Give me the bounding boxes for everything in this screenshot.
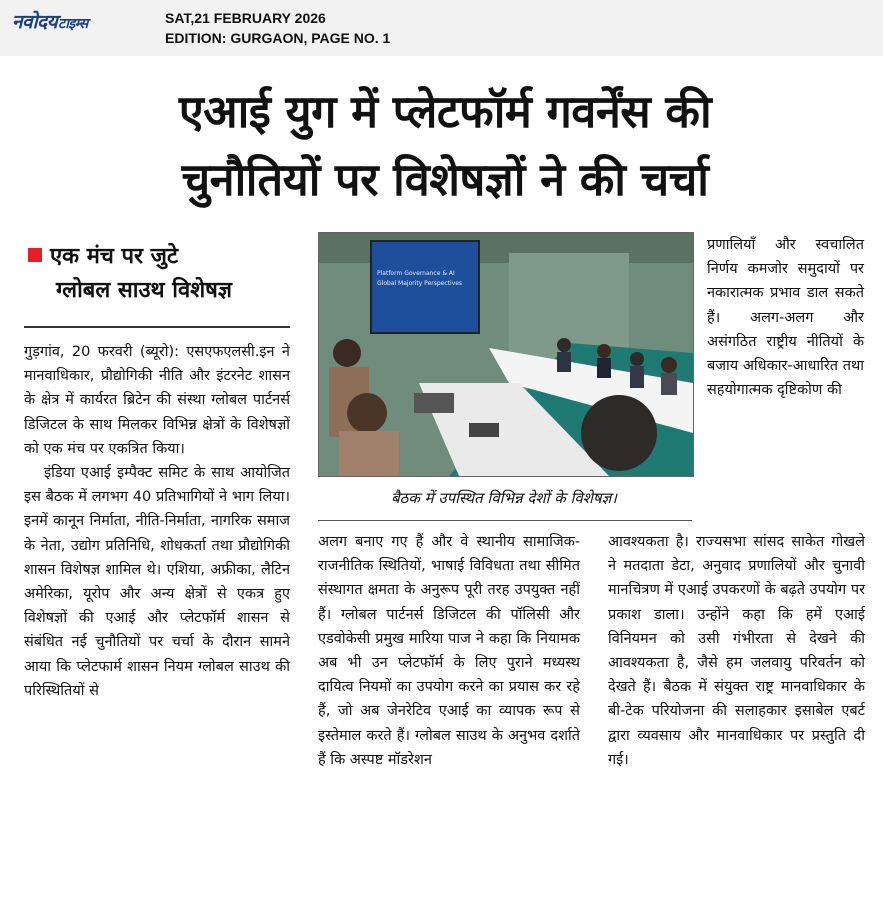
presentation-slide-text-2: Global Majority Perspectives: [377, 280, 463, 287]
article-column-2: [318, 530, 580, 772]
headline: [20, 78, 870, 214]
brand-sub: टाइम्स: [58, 16, 88, 32]
presentation-slide-text: Platform Governance & AI: [377, 270, 455, 277]
caption-divider: [318, 520, 692, 521]
issue-date: SAT,21 FEBRUARY 2026: [165, 10, 326, 26]
headline-line-1: एआई युग में प्लेटफॉर्म गवर्नेंस की: [178, 85, 712, 138]
edition-page: EDITION: GURGAON, PAGE NO. 1: [165, 30, 391, 46]
conference-room-image: [319, 233, 693, 476]
brand-main: नवोदय: [12, 11, 58, 33]
paragraph-1: गुड़गांव, 20 फरवरी (ब्यूरो): एसएफएलसी.इन ने मानवाधिकार, प्रौद्योगिकी नीति और इंटरनेट शासन के क्षेत्र में कार्यरत ब्रिटेन की संस्था ग्लोबल पार्टनर्स डिजिटल के साथ मिलकर विभिन्न क्षेत्रों के विशेषज्ञों को एक मंच पर एकत्रित किया।: [24, 344, 290, 457]
paragraph-2: इंडिया एआई इम्पैक्ट समिट के साथ आयोजित इस बैठक में लगभग 40 प्रतिभागियों ने भाग लिया। इनमें कानून निर्माता, नीति-निर्माता, नागरिक समाज के नेता, उद्योग प्रतिनिधि, शोधकर्ता तथा प्रौद्योगिकी शासन विशेषज्ञ शामिल थे। एशिया, अफ्रीका, लैटिन अमेरिका, यूरोप और अन्य क्षेत्रों से एकत्र हुए विशेषज्ञों की एआई और प्लेटफॉर्म शासन से संबंधित नई चुनौतियों पर चर्चा के दौरान सामने आया कि प्लेटफार्म शासन नियम ग्लोबल साउथ की परिस्थितियों से: [24, 465, 290, 699]
masthead-bar: [0, 0, 883, 56]
paragraph-col3-bottom: आवश्यकता है। राज्यसभा सांसद साकेत गोखले ने मतदाता डेटा, अनुवाद प्रणालियों और चुनावी मानचित्रण में एआई उपकरणों के बढ़ते उपयोग पर प्रकाश डाला। उन्होंने कहा कि हमें एआई विनियमन को उसी गंभीरता से देखने की आवश्यकता है, जैसे हम जलवायु परिवर्तन को देखते हैं। बैठक में संयुक्त राष्ट्र मानवाधिकार के बी-टेक परियोजना की सलाहकार इसाबेल एबर्ट द्वारा व्यवसाय और मानवाधिकार पर प्रस्तुति दी गई।: [608, 534, 865, 768]
article-column-3-top: [707, 233, 864, 402]
photo-caption: बैठक में उपस्थित विभिन्न देशों के विशेषज्ञ।: [391, 489, 617, 507]
subhead-line-2: ग्लोबल साउथ विशेषज्ञ: [56, 278, 232, 303]
article-column-1: [24, 340, 290, 703]
subheadline: [28, 240, 290, 308]
red-square-bullet-icon: [28, 248, 42, 262]
paragraph-col3-top: प्रणालियाँ और स्वचालित निर्णय कमजोर समुदायों पर नकारात्मक प्रभाव डाल सकते हैं। अलग-अलग और असंगठित राष्ट्रीय नीतियों के बजाय अधिकार-आधारित तथा सहयोगात्मक दृष्टिकोण की: [707, 237, 864, 399]
paragraph-col2: अलग बनाए गए हैं और वे स्थानीय सामाजिक-राजनीतिक स्थितियों, भाषाई विविधता तथा सीमित संस्थागत क्षमता के अनुरूप पूरी तरह उपयुक्त नहीं हैं। ग्लोबल पार्टनर्स डिजिटल की पॉलिसी और एडवोकेसी प्रमुख मारिया पाज ने कहा कि नियामक अब भी उन प्लेटफॉर्म के लिए पुराने मध्यस्थ दायित्व नियमों का उपयोग करने का प्रयास कर रहे हैं, जो अब जेनरेटिव एआई का व्यापक रूप से इस्तेमाल करते हैं। ग्लोबल साउथ के अनुभव दर्शाते हैं कि अस्पष्ट मॉडरेशन: [318, 534, 580, 768]
subhead-line-1: एक मंच पर जुटे: [50, 244, 179, 269]
newspaper-logo: [12, 8, 88, 34]
edition-info: [165, 8, 390, 48]
subhead-divider: [24, 326, 290, 328]
headline-line-2: चुनौतियों पर विशेषज्ञों ने की चर्चा: [181, 153, 709, 206]
meeting-photo: [318, 232, 694, 477]
article-column-3-bottom: [608, 530, 865, 772]
